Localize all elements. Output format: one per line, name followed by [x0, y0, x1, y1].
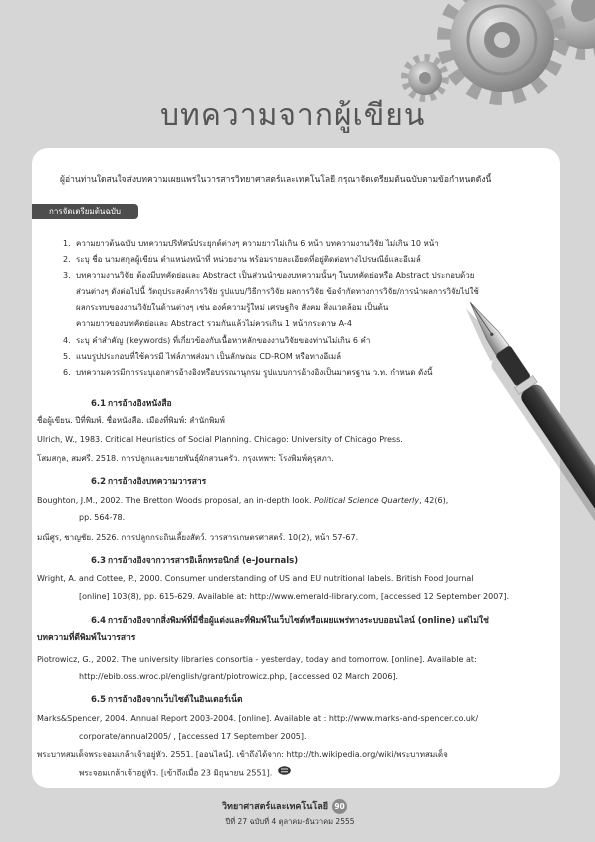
section-badge: การจัดเตรียมต้นฉบับ — [32, 204, 138, 219]
page-number: 90 — [332, 799, 347, 814]
reference-entry: โสมสกุล, สมศรี. 2518. การปลูกและขยายพันธุ์ผักสวนครัว. กรุงเทพฯ: โรงพิมพ์คุรุสภา. — [37, 454, 334, 463]
reference-heading-number: 6.2 — [91, 477, 107, 487]
reference-entry: มณีศูร, ชาญชัย. 2526. การปลูกกระถินเลี้ยงสัตว์. วารสารเกษตรศาสตร์. 10(2), หน้า 57-67. — [37, 533, 359, 542]
reference-entry-text: Boughton, J.M., 2002. The Bretton Woods proposal, an in-depth look. — [37, 496, 315, 505]
requirement-text: ส่วนต่างๆ ดังต่อไปนี้ วัตถุประสงค์การวิจัย รูปแบบ/วิธีการวิจัย ผลการวิจัย ข้อจำกัดทางการวิจัย/การนำผลการวิจัยไปใช้ — [76, 287, 479, 296]
requirement-number: 2. — [63, 255, 71, 264]
intro-text: ผู้อ่านท่านใดสนใจส่งบทความเผยแพร่ในวารสารวิทยาศาสตร์และเทคโนโลยี กรุณาจัดเตรียมต้นฉบับตามข้อกำหนดดังนี้ — [60, 175, 492, 185]
requirement-text: แนบรูปประกอบที่ใช้ควรมี ไฟล์ภาพส่งมา เป็นลักษณะ CD-ROM หรือทางอีเมล์ — [76, 352, 342, 361]
requirement-text: บทความงานวิจัย ต้องมีบทคัดย่อและ Abstract เป็นส่วนนำของบทความนั้นๆ ในบทคัดย่อหรือ Abstract ประกอบด้วย — [76, 271, 475, 280]
requirement-text: ผลกระทบของงานวิจัยในด้านต่างๆ เช่น องค์ความรู้ใหม่ เศรษฐกิจ สังคม สิ่งแวดล้อม เป็นต้น — [76, 303, 389, 312]
reference-entry: Marks&Spencer, 2004. Annual Report 2003-2004. [online]. Available at : http://www.marks-and-spencer.co.uk/ — [37, 714, 479, 723]
reference-entry-text: พระจอมเกล้าเจ้าอยู่หัว. [เข้าถึงเมื่อ 23 มิถุนายน 2551]. — [79, 768, 273, 778]
requirement-text: ระบุ คำสำคัญ (keywords) ที่เกี่ยวข้องกับเนื้อหาหลักของงานวิจัยของท่านไม่เกิน 6 คำ — [76, 336, 371, 345]
footer-issue: ปีที่ 27 ฉบับที่ 4 ตุลาคม-ธันวาคม 2555 — [225, 817, 355, 826]
reference-heading-number: 6.4 — [91, 616, 107, 626]
reference-entry-continuation: [online] 103(8), pp. 615-629. Available at: http://www.emerald-library.com, [accessed 12 September 2007]. — [79, 592, 510, 601]
end-mark-icon — [278, 765, 291, 781]
reference-entry: Piotrowicz, G., 2002. The university libraries consortia - yesterday, today and tomorrow. [online]. Available at: — [37, 655, 477, 664]
page-title: บทความจากผู้เขียน — [160, 98, 426, 133]
requirement-number: 3. — [63, 271, 71, 280]
reference-entry-continuation — [79, 765, 558, 781]
reference-entry: Ulrich, W., 1983. Critical Heuristics of Social Planning. Chicago: University of Chicago Press. — [37, 435, 403, 444]
reference-entry-continuation: corporate/annual2005/ , [accessed 17 September 2005]. — [79, 732, 307, 741]
reference-heading-continuation: บทความที่ตีพิมพ์ในวารสาร — [37, 633, 136, 643]
requirement-text: บทความควรมีการระบุเอกสารอ้างอิงหรือบรรณานุกรม รูปแบบการอ้างอิงเป็นมาตรฐาน ว.ท. กำหนด ดังนี้ — [76, 368, 433, 377]
requirement-number: 1. — [63, 239, 71, 248]
reference-entry-continuation: pp. 564-78. — [79, 513, 126, 522]
reference-heading: การอ้างอิงบทความวารสาร — [108, 477, 207, 487]
reference-heading-number: 6.3 — [91, 556, 107, 566]
reference-entry: พระบาทสมเด็จพระจอมเกล้าเจ้าอยู่หัว. 2551. [ออนไลน์]. เข้าถึงได้จาก: http://th.wikipedia.org/wiki/พระบาทสมเด็จ — [37, 750, 448, 759]
requirement-text: ความยาวต้นฉบับ บทความปริทัศน์ประยุกต์ต่างๆ ความยาวไม่เกิน 6 หน้า บทความงานวิจัย ไม่เกิน 10 หน้า — [76, 239, 439, 248]
reference-heading-number: 6.5 — [91, 695, 107, 705]
reference-heading-number: 6.1 — [91, 399, 107, 409]
requirement-text: ระบุ ชื่อ นามสกุลผู้เขียน ตำแหน่งหน้าที่ หน่วยงาน พร้อมรายละเอียดที่อยู่ติดต่อทางไปรษณีย์และอีเมล์ — [76, 255, 421, 264]
reference-format: ชื่อผู้เขียน. ปีที่พิมพ์. ชื่อหนังสือ. เมืองที่พิมพ์: สำนักพิมพ์ — [37, 416, 225, 425]
reference-heading: การอ้างอิงจากเว็บไซต์ในอินเตอร์เน็ต — [108, 695, 243, 705]
requirement-text: ความยาวของบทคัดย่อและ Abstract รวมกันแล้วไม่ควรเกิน 1 หน้ากระดาษ A-4 — [76, 319, 352, 328]
journal-name: วิทยาศาสตร์และเทคโนโลยี — [222, 802, 329, 812]
requirement-number: 4. — [63, 336, 71, 345]
reference-entry: Wright, A. and Cottee, P., 2000. Consumer understanding of US and EU nutritional labels. British Food Journal — [37, 574, 474, 583]
footer-journal — [222, 798, 362, 814]
reference-entry — [37, 493, 558, 509]
reference-heading: การอ้างอิงจากสิ่งพิมพ์ที่มีชื่อผู้แต่งและที่พิมพ์ในเว็บไซต์หรือเผยแพร่ทางระบบออนไลน์ (online) แต่ไม่ใช่ — [108, 616, 489, 626]
journal-title: Political Science Quarterly — [314, 496, 420, 505]
requirement-number: 5. — [63, 352, 71, 361]
reference-entry-continuation: http://ebib.oss.wroc.pl/english/grant/piotrowicz.php, [accessed 02 March 2006]. — [79, 672, 399, 681]
reference-heading: การอ้างอิงหนังสือ — [108, 399, 172, 409]
journal-volume: , 42(6), — [419, 496, 449, 505]
reference-heading: การอ้างอิงจากวารสารอิเล็กทรอนิกส์ (e-Journals) — [108, 556, 299, 566]
requirement-number: 6. — [63, 368, 71, 377]
